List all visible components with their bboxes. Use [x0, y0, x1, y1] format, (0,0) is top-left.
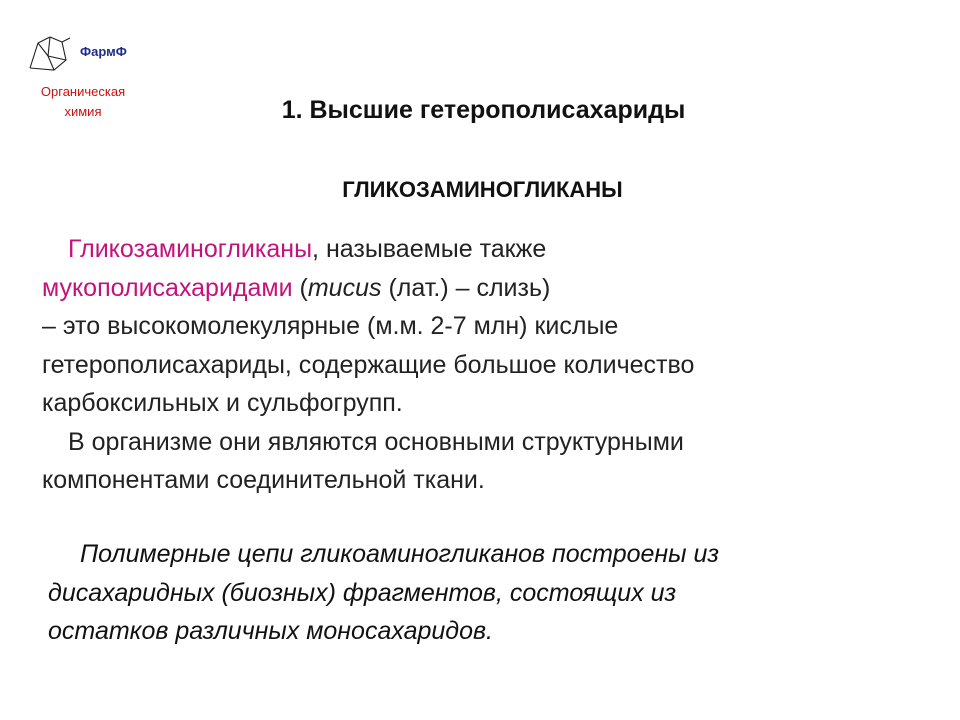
definition-text: , называемые также — [312, 235, 547, 263]
logo-subtitle-line: химия — [64, 104, 102, 119]
definition-line: карбоксильных и сульфогрупп. — [42, 389, 403, 417]
term-mucopolysaccharides: мукополисахаридами — [42, 273, 293, 302]
term-glycosaminoglycans: Гликозаминогликаны — [68, 235, 313, 263]
logo-subtitle-line: Органическая — [40, 84, 126, 99]
italic-line: дисахаридных (биозных) фрагментов, состоящих из — [48, 578, 677, 607]
definition-line: – это высокомолекулярные (м.м. 2-7 млн) кислые — [42, 312, 619, 340]
paragraph-line: В организме они являются основными структурными — [68, 427, 684, 456]
definition-line: гетерополисахариды, содержащие большое количество — [42, 350, 695, 379]
definition-text: ( — [292, 273, 308, 302]
paragraph-line: компонентами соединительной ткани. — [42, 466, 485, 494]
adamantane-molecule-icon — [26, 34, 76, 74]
italic-line: остатков различных моносахаридов. — [48, 617, 494, 645]
italic-paragraph — [48, 535, 928, 651]
logo-brand: ФармФ — [80, 44, 127, 59]
slide-title: 1. Высшие гетерополисахариды — [281, 96, 686, 124]
definition-block — [42, 230, 922, 500]
definition-line — [42, 269, 922, 308]
definition-text: (лат.) – слизь) — [381, 273, 551, 302]
definition-line — [42, 230, 922, 269]
section-heading: ГЛИКОЗАМИНОГЛИКАНЫ — [342, 177, 623, 202]
latin-word: mucus — [307, 273, 382, 302]
italic-line: Полимерные цепи гликоаминогликанов построены из — [80, 540, 720, 568]
